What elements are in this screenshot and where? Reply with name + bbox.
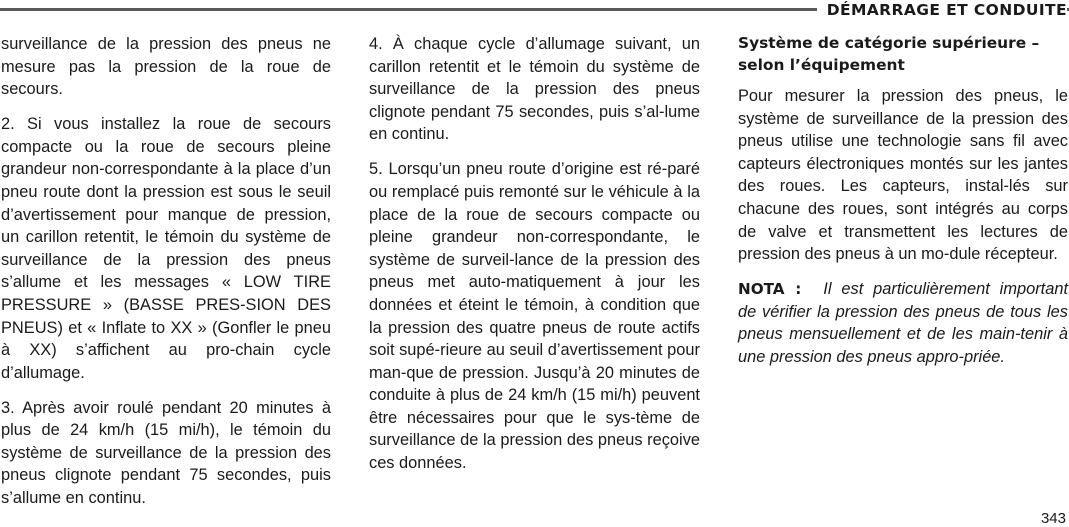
text-column-1 bbox=[1, 33, 331, 522]
section-heading-line-1: Système de catégorie supérieure – bbox=[738, 34, 1040, 52]
paragraph: 3. Après avoir roulé pendant 20 minutes à plus de 24 km/h (15 mi/h), le témoin du système de surveillance de la pression des pneus clignote pendant 75 secondes, puis s’allume en continu. bbox=[1, 398, 331, 508]
page-number: 343 bbox=[1040, 510, 1066, 527]
paragraph: surveillance de la pression des pneus ne mesure pas la pression de la roue de secours. bbox=[1, 35, 331, 99]
section-heading-line-2: selon l’équipement bbox=[738, 56, 905, 74]
paragraph: 2. Si vous installez la roue de secours compacte ou la roue de secours pleine grandeur non-correspondante à la place d’un pneu route dont la pression est sous le seuil d’avertissement pour manque de pression, un carillon retentit, le témoin du système de surveillance de la pression des pneus s’allume et les messages « LOW TIRE PRESSURE » (BASSE PRES-SION DES PNEUS) et « Inflate to XX » (Gonfler le pneu à XX) s’affichent au pro-chain cycle d’allumage. bbox=[1, 115, 331, 382]
text-column-3 bbox=[738, 33, 1068, 381]
paragraph: Pour mesurer la pression des pneus, le système de surveillance de la pression des pneus utilise une technologie sans fil avec capteurs électroniques montés sur les jantes des roues. Les capteurs, instal-lés sur chacune des roues, sont intégrés au corps de valve et transmettent les lectures de pression des pneus à un mo-dule récepteur. bbox=[738, 87, 1068, 264]
note-label: NOTA : bbox=[738, 280, 802, 299]
running-header-title: DÉMARRAGE ET CONDUITE bbox=[817, 0, 1067, 20]
note-text: Il est particulièrement important de vérifier la pression des pneus de tous les pneus mensuellement et de les main-tenir à une pression des pneus appro-priée. bbox=[738, 280, 1069, 366]
paragraph: 4. À chaque cycle d’allumage suivant, un carillon retentit et le témoin du système de surveillance de la pression des pneus clignote pendant 75 secondes, puis s’al-lume en continu. bbox=[369, 35, 700, 144]
note-block bbox=[738, 278, 1068, 368]
paragraph: 5. Lorsqu’un pneu route d’origine est ré-paré ou remplacé puis remonté sur le véhicule à la place de la roue de secours compacte ou pleine grandeur non-correspondante, le système de surveil-lance de la pression des pneus met auto-matiquement à jour les données et éteint le témoin, à condition que la pression des quatre pneus de route actifs soit supé-rieure au seuil d’avertissement pour man-que de pression. Jusqu’à 20 minutes de conduite à plus de 24 km/h (15 mi/h) peuvent être nécessaires pour que le sys-tème de surveillance de la pression des pneus reçoive ces données. bbox=[369, 160, 700, 473]
text-column-2 bbox=[369, 33, 700, 487]
section-heading bbox=[738, 32, 1068, 76]
